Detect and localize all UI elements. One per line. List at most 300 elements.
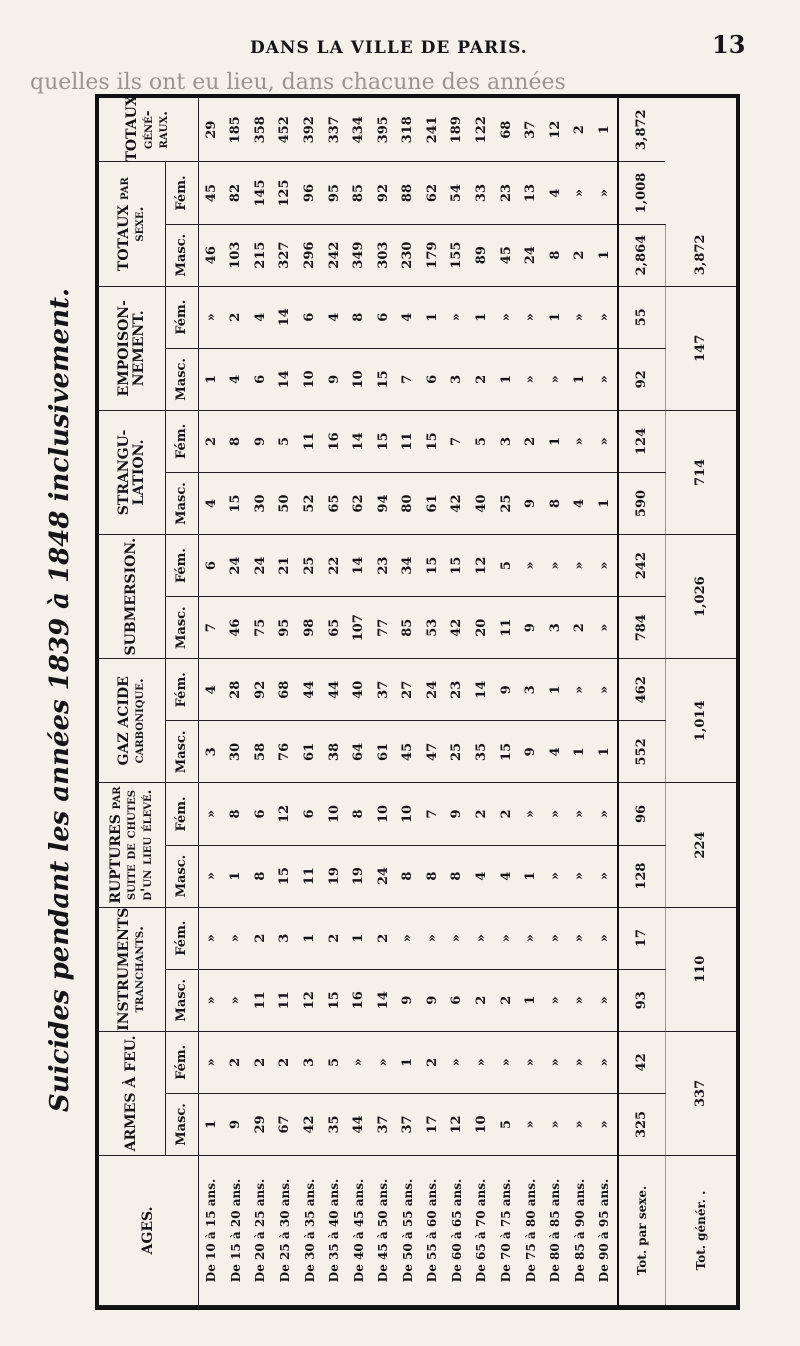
total-cell: 55 xyxy=(618,286,666,348)
value-cell: » xyxy=(371,1031,396,1093)
value-cell: 45 xyxy=(396,721,421,783)
value-cell: 75 xyxy=(248,597,273,659)
value-cell: 2 xyxy=(248,1031,273,1093)
value-cell: 10 xyxy=(371,783,396,845)
value-cell: » xyxy=(543,969,568,1031)
value-cell: 1 xyxy=(494,348,519,410)
value-cell: 4 xyxy=(396,286,421,348)
value-cell: 8 xyxy=(224,410,249,472)
value-cell: » xyxy=(518,348,543,410)
rotated-table-block xyxy=(30,80,760,1320)
grand-cell: 714 xyxy=(665,410,736,534)
value-cell: » xyxy=(199,1031,224,1093)
value-cell: 2 xyxy=(199,410,224,472)
value-cell: 8 xyxy=(420,845,445,907)
value-cell: 1 xyxy=(518,969,543,1031)
grand-total-row xyxy=(665,98,736,1306)
value-cell: 125 xyxy=(273,162,298,224)
value-cell: 42 xyxy=(445,472,470,534)
value-cell: 24 xyxy=(224,535,249,597)
sex-subheader-row xyxy=(166,98,199,1306)
value-cell: » xyxy=(567,907,592,969)
value-cell: 19 xyxy=(346,845,371,907)
value-cell: 9 xyxy=(248,410,273,472)
value-cell: 46 xyxy=(199,224,224,286)
group-header: SUBMERSION. xyxy=(99,535,166,659)
value-cell: » xyxy=(494,1031,519,1093)
fem-subheader: Fém. xyxy=(166,162,199,224)
value-cell: » xyxy=(567,969,592,1031)
value-cell: 24 xyxy=(420,659,445,721)
page-header xyxy=(0,0,800,70)
value-cell: 2 xyxy=(224,286,249,348)
value-cell: 2 xyxy=(567,98,592,162)
total-cell: 17 xyxy=(618,907,666,969)
table-row xyxy=(592,98,618,1306)
value-cell: » xyxy=(592,162,618,224)
value-cell: 1 xyxy=(199,1093,224,1155)
value-cell: 85 xyxy=(346,162,371,224)
value-cell: 25 xyxy=(494,472,519,534)
table-row xyxy=(445,98,470,1306)
value-cell: 1 xyxy=(346,907,371,969)
value-cell: 2 xyxy=(322,907,347,969)
value-cell: 189 xyxy=(445,98,470,162)
value-cell: 4 xyxy=(543,162,568,224)
masc-subheader: Masc. xyxy=(166,472,199,534)
total-cell: 2,864 xyxy=(618,224,666,286)
value-cell: 96 xyxy=(297,162,322,224)
value-cell: 7 xyxy=(396,348,421,410)
table-row xyxy=(273,98,298,1306)
value-cell: 23 xyxy=(445,659,470,721)
value-cell: 327 xyxy=(273,224,298,286)
value-cell: » xyxy=(567,1031,592,1093)
value-cell: » xyxy=(592,783,618,845)
value-cell: 4 xyxy=(199,472,224,534)
total-row xyxy=(618,98,666,1306)
value-cell: 67 xyxy=(273,1093,298,1155)
table-frame xyxy=(95,94,740,1310)
value-cell: 3 xyxy=(518,659,543,721)
total-label: Tot. par sexe. xyxy=(618,1156,666,1306)
value-cell: 65 xyxy=(322,597,347,659)
value-cell: 95 xyxy=(273,597,298,659)
value-cell: 9 xyxy=(518,721,543,783)
value-cell: 95 xyxy=(322,162,347,224)
value-cell: 4 xyxy=(494,845,519,907)
grand-total-header: TOTAUX géné- raux. xyxy=(99,98,199,162)
value-cell: 15 xyxy=(371,348,396,410)
grand-cell: 3,872 xyxy=(665,224,736,286)
value-cell: 358 xyxy=(248,98,273,162)
value-cell: 47 xyxy=(420,721,445,783)
value-cell: 68 xyxy=(273,659,298,721)
value-cell: 20 xyxy=(469,597,494,659)
value-cell: » xyxy=(592,286,618,348)
value-cell: 37 xyxy=(371,659,396,721)
value-cell: 24 xyxy=(371,845,396,907)
value-cell: 145 xyxy=(248,162,273,224)
value-cell: » xyxy=(543,348,568,410)
total-cell: 3,872 xyxy=(618,98,666,162)
value-cell: » xyxy=(592,597,618,659)
value-cell: » xyxy=(199,783,224,845)
value-cell: 230 xyxy=(396,224,421,286)
value-cell: » xyxy=(592,348,618,410)
age-cell: De 55 à 60 ans. xyxy=(420,1156,445,1306)
value-cell: 15 xyxy=(273,845,298,907)
value-cell: » xyxy=(494,907,519,969)
masc-subheader: Masc. xyxy=(166,721,199,783)
value-cell: 10 xyxy=(469,1093,494,1155)
value-cell: 30 xyxy=(224,721,249,783)
value-cell: 395 xyxy=(371,98,396,162)
value-cell: 6 xyxy=(297,286,322,348)
value-cell: 2 xyxy=(273,1031,298,1093)
masc-subheader: Masc. xyxy=(166,348,199,410)
value-cell: 1 xyxy=(592,224,618,286)
total-cell: 325 xyxy=(618,1093,666,1155)
value-cell: 22 xyxy=(322,535,347,597)
value-cell: 6 xyxy=(371,286,396,348)
value-cell: » xyxy=(592,1093,618,1155)
value-cell: 1 xyxy=(297,907,322,969)
value-cell: » xyxy=(592,845,618,907)
value-cell: 17 xyxy=(420,1093,445,1155)
value-cell: 25 xyxy=(445,721,470,783)
value-cell: 8 xyxy=(248,845,273,907)
value-cell: 2 xyxy=(567,224,592,286)
value-cell: 10 xyxy=(322,783,347,845)
value-cell: 29 xyxy=(199,98,224,162)
value-cell: 35 xyxy=(322,1093,347,1155)
value-cell: 1 xyxy=(567,348,592,410)
value-cell: » xyxy=(445,907,470,969)
fem-subheader: Fém. xyxy=(166,535,199,597)
table-row xyxy=(567,98,592,1306)
age-cell: De 15 à 20 ans. xyxy=(224,1156,249,1306)
value-cell: 10 xyxy=(297,348,322,410)
value-cell: 1 xyxy=(199,348,224,410)
age-cell: De 90 à 95 ans. xyxy=(592,1156,618,1306)
value-cell: » xyxy=(592,535,618,597)
fem-subheader: Fém. xyxy=(166,907,199,969)
value-cell: 1 xyxy=(543,410,568,472)
total-cell: 96 xyxy=(618,783,666,845)
value-cell: 23 xyxy=(371,535,396,597)
age-cell: De 60 à 65 ans. xyxy=(445,1156,470,1306)
value-cell: 54 xyxy=(445,162,470,224)
value-cell: 2 xyxy=(518,410,543,472)
value-cell: 9 xyxy=(445,783,470,845)
value-cell: 15 xyxy=(494,721,519,783)
value-cell: » xyxy=(567,783,592,845)
value-cell: 179 xyxy=(420,224,445,286)
table-row xyxy=(322,98,347,1306)
value-cell: » xyxy=(518,1031,543,1093)
suicide-table xyxy=(99,95,736,1306)
table-row xyxy=(469,98,494,1306)
table-row xyxy=(297,98,322,1306)
value-cell: 9 xyxy=(420,969,445,1031)
value-cell: 88 xyxy=(396,162,421,224)
value-cell: » xyxy=(567,1093,592,1155)
value-cell: » xyxy=(567,162,592,224)
table-row xyxy=(248,98,273,1306)
value-cell: 12 xyxy=(273,783,298,845)
value-cell: 34 xyxy=(396,535,421,597)
masc-subheader: Masc. xyxy=(166,1093,199,1155)
value-cell: 5 xyxy=(322,1031,347,1093)
age-cell: De 25 à 30 ans. xyxy=(273,1156,298,1306)
value-cell: 45 xyxy=(199,162,224,224)
total-cell: 42 xyxy=(618,1031,666,1093)
value-cell: 10 xyxy=(396,783,421,845)
value-cell: 4 xyxy=(248,286,273,348)
value-cell: 2 xyxy=(494,969,519,1031)
value-cell: 107 xyxy=(346,597,371,659)
value-cell: » xyxy=(543,845,568,907)
value-cell: 65 xyxy=(322,472,347,534)
value-cell: 80 xyxy=(396,472,421,534)
value-cell: 16 xyxy=(346,969,371,1031)
value-cell: 4 xyxy=(469,845,494,907)
value-cell: 58 xyxy=(248,721,273,783)
table-row xyxy=(346,98,371,1306)
value-cell: 62 xyxy=(346,472,371,534)
value-cell: » xyxy=(567,845,592,907)
value-cell: 77 xyxy=(371,597,396,659)
value-cell: » xyxy=(199,286,224,348)
value-cell: 19 xyxy=(322,845,347,907)
running-head: DANS LA VILLE DE PARIS. xyxy=(250,38,528,58)
value-cell: 3 xyxy=(543,597,568,659)
value-cell: » xyxy=(543,535,568,597)
value-cell: 10 xyxy=(346,348,371,410)
value-cell: 9 xyxy=(224,1093,249,1155)
value-cell: 3 xyxy=(273,907,298,969)
value-cell: 61 xyxy=(297,721,322,783)
table-caption: Suicides pendant les années 1839 à 1848 inclusivement. xyxy=(45,287,75,1113)
value-cell: 215 xyxy=(248,224,273,286)
value-cell: 24 xyxy=(518,224,543,286)
group-header: EMPOISON- NEMENT. xyxy=(99,286,166,410)
group-header: RUPTURES par suite de chutes d'un lieu élevé. xyxy=(99,783,166,907)
ages-header: AGES. xyxy=(99,1156,199,1306)
value-cell: 15 xyxy=(224,472,249,534)
value-cell: 15 xyxy=(420,410,445,472)
table-row xyxy=(199,98,224,1306)
value-cell: 4 xyxy=(224,348,249,410)
fem-subheader: Fém. xyxy=(166,410,199,472)
age-cell: De 70 à 75 ans. xyxy=(494,1156,519,1306)
value-cell: » xyxy=(567,535,592,597)
value-cell: 12 xyxy=(543,98,568,162)
value-cell: 33 xyxy=(469,162,494,224)
value-cell: 92 xyxy=(371,162,396,224)
value-cell: 6 xyxy=(199,535,224,597)
value-cell: 94 xyxy=(371,472,396,534)
value-cell: 4 xyxy=(567,472,592,534)
total-cell: 92 xyxy=(618,348,666,410)
value-cell: 37 xyxy=(371,1093,396,1155)
value-cell: 25 xyxy=(297,535,322,597)
value-cell: 2 xyxy=(248,907,273,969)
value-cell: » xyxy=(518,907,543,969)
value-cell: 37 xyxy=(396,1093,421,1155)
value-cell: 4 xyxy=(543,721,568,783)
value-cell: 5 xyxy=(494,535,519,597)
value-cell: 37 xyxy=(518,98,543,162)
value-cell: 296 xyxy=(297,224,322,286)
value-cell: 1 xyxy=(543,286,568,348)
masc-subheader: Masc. xyxy=(166,969,199,1031)
value-cell: » xyxy=(518,1093,543,1155)
grand-cell: 1,014 xyxy=(665,659,736,783)
age-cell: De 30 à 35 ans. xyxy=(297,1156,322,1306)
value-cell: 3 xyxy=(494,410,519,472)
grand-cell: 147 xyxy=(665,286,736,410)
value-cell: 14 xyxy=(273,286,298,348)
value-cell: » xyxy=(199,907,224,969)
value-cell: 3 xyxy=(199,721,224,783)
value-cell: 1 xyxy=(396,1031,421,1093)
value-cell: 45 xyxy=(494,224,519,286)
value-cell: 9 xyxy=(396,969,421,1031)
value-cell: 6 xyxy=(297,783,322,845)
value-cell: » xyxy=(445,286,470,348)
masc-subheader: Masc. xyxy=(166,224,199,286)
value-cell: 11 xyxy=(396,410,421,472)
table-row xyxy=(371,98,396,1306)
value-cell: 11 xyxy=(248,969,273,1031)
value-cell: 9 xyxy=(494,659,519,721)
total-cell: 784 xyxy=(618,597,666,659)
total-cell: 1,008 xyxy=(618,162,666,224)
value-cell: 155 xyxy=(445,224,470,286)
value-cell: 392 xyxy=(297,98,322,162)
value-cell: 11 xyxy=(297,410,322,472)
masc-subheader: Masc. xyxy=(166,845,199,907)
group-header: INSTRUMENTS tranchants. xyxy=(99,907,166,1031)
value-cell: 29 xyxy=(248,1093,273,1155)
value-cell: » xyxy=(592,969,618,1031)
value-cell: 1 xyxy=(567,721,592,783)
value-cell: 122 xyxy=(469,98,494,162)
group-header: GAZ ACIDE carbonique. xyxy=(99,659,166,783)
value-cell: 61 xyxy=(420,472,445,534)
value-cell: 349 xyxy=(346,224,371,286)
value-cell: 2 xyxy=(567,597,592,659)
value-cell: 1 xyxy=(543,659,568,721)
table-row xyxy=(543,98,568,1306)
value-cell: 9 xyxy=(518,472,543,534)
value-cell: 50 xyxy=(273,472,298,534)
grand-cell: 110 xyxy=(665,907,736,1031)
value-cell: 11 xyxy=(494,597,519,659)
value-cell: 13 xyxy=(518,162,543,224)
value-cell: 8 xyxy=(396,845,421,907)
page-number: 13 xyxy=(712,30,746,59)
total-cell: 128 xyxy=(618,845,666,907)
value-cell: 42 xyxy=(297,1093,322,1155)
value-cell: 92 xyxy=(248,659,273,721)
value-cell: 4 xyxy=(199,659,224,721)
value-cell: 28 xyxy=(224,659,249,721)
value-cell: 14 xyxy=(469,659,494,721)
value-cell: 6 xyxy=(248,348,273,410)
value-cell: 1 xyxy=(592,721,618,783)
total-cell: 552 xyxy=(618,721,666,783)
value-cell: 12 xyxy=(469,535,494,597)
value-cell: » xyxy=(469,1031,494,1093)
value-cell: 89 xyxy=(469,224,494,286)
value-cell: 2 xyxy=(420,1031,445,1093)
value-cell: 12 xyxy=(445,1093,470,1155)
value-cell: » xyxy=(543,1031,568,1093)
table-row xyxy=(420,98,445,1306)
group-header: ARMES À FEU. xyxy=(99,1031,166,1155)
value-cell: 46 xyxy=(224,597,249,659)
age-cell: De 85 à 90 ans. xyxy=(567,1156,592,1306)
grand-cell: 224 xyxy=(665,783,736,907)
value-cell: 23 xyxy=(494,162,519,224)
value-cell: 8 xyxy=(543,472,568,534)
value-cell: 2 xyxy=(469,969,494,1031)
value-cell: 68 xyxy=(494,98,519,162)
value-cell: 52 xyxy=(297,472,322,534)
value-cell: 303 xyxy=(371,224,396,286)
value-cell: » xyxy=(567,286,592,348)
value-cell: 103 xyxy=(224,224,249,286)
grand-label: Tot. génér. . xyxy=(665,1156,736,1306)
value-cell: 53 xyxy=(420,597,445,659)
value-cell: » xyxy=(543,907,568,969)
value-cell: 64 xyxy=(346,721,371,783)
total-cell: 242 xyxy=(618,535,666,597)
value-cell: 6 xyxy=(248,783,273,845)
value-cell: 98 xyxy=(297,597,322,659)
value-cell: 1 xyxy=(592,472,618,534)
value-cell: 2 xyxy=(494,783,519,845)
grand-cell: 1,026 xyxy=(665,535,736,659)
value-cell: 8 xyxy=(346,783,371,845)
total-cell: 462 xyxy=(618,659,666,721)
value-cell: 15 xyxy=(445,535,470,597)
value-cell: 4 xyxy=(322,286,347,348)
grand-cell: 337 xyxy=(665,1031,736,1155)
value-cell: 3 xyxy=(297,1031,322,1093)
value-cell: » xyxy=(592,659,618,721)
value-cell: 76 xyxy=(273,721,298,783)
value-cell: » xyxy=(518,535,543,597)
value-cell: 8 xyxy=(445,845,470,907)
value-cell: 40 xyxy=(469,472,494,534)
table-row xyxy=(518,98,543,1306)
value-cell: 15 xyxy=(322,969,347,1031)
value-cell: 21 xyxy=(273,535,298,597)
value-cell: 1 xyxy=(469,286,494,348)
value-cell: 5 xyxy=(494,1093,519,1155)
value-cell: » xyxy=(469,907,494,969)
value-cell: 7 xyxy=(445,410,470,472)
value-cell: » xyxy=(567,659,592,721)
value-cell: 40 xyxy=(346,659,371,721)
value-cell: 2 xyxy=(469,348,494,410)
value-cell: 62 xyxy=(420,162,445,224)
value-cell: 241 xyxy=(420,98,445,162)
